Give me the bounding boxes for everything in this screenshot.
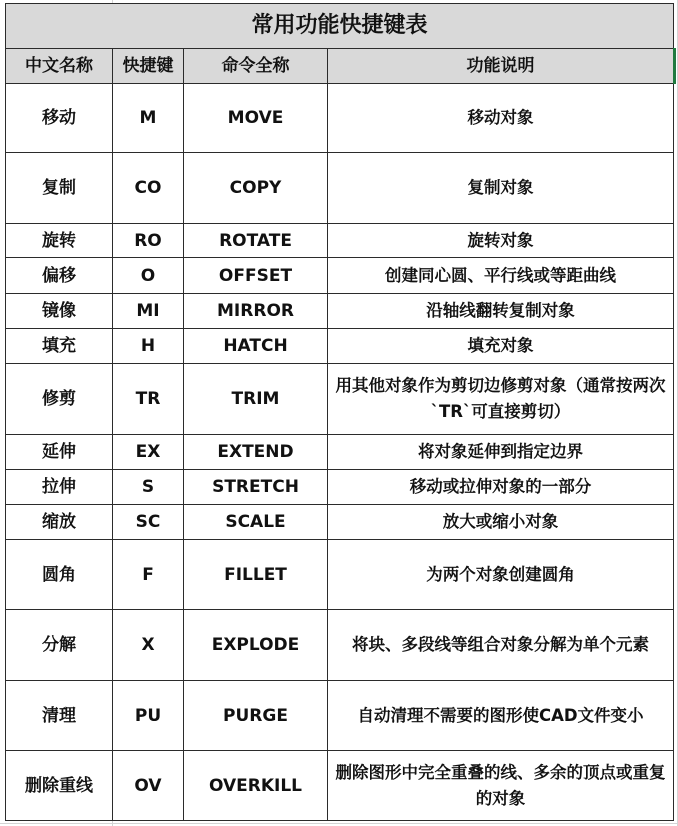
header-cell-command[interactable]: 命令全称 [184,49,328,84]
cell-desc[interactable]: 旋转对象 [328,224,674,258]
cell-key[interactable]: SC [113,505,184,540]
cell-command[interactable]: MIRROR [184,294,328,329]
cell-command[interactable]: ROTATE [184,224,328,258]
cell-key[interactable]: EX [113,435,184,470]
cell-command[interactable]: EXPLODE [184,610,328,681]
cell-name[interactable]: 修剪 [6,364,113,435]
cell-command[interactable]: SCALE [184,505,328,540]
cell-command[interactable]: OVERKILL [184,751,328,821]
cell-key[interactable]: O [113,258,184,294]
table-row [6,610,674,681]
cell-desc[interactable]: 移动对象 [328,84,674,153]
cell-command[interactable]: STRETCH [184,470,328,505]
cell-desc[interactable]: 沿轴线翻转复制对象 [328,294,674,329]
cell-name[interactable]: 圆角 [6,540,113,610]
cell-command[interactable]: OFFSET [184,258,328,294]
cell-key[interactable]: RO [113,224,184,258]
cell-desc[interactable]: 放大或缩小对象 [328,505,674,540]
cell-key[interactable]: M [113,84,184,153]
cell-key[interactable]: CO [113,153,184,224]
cell-desc[interactable]: 用其他对象作为剪切边修剪对象（通常按两次`TR`可直接剪切） [328,364,674,435]
cell-command[interactable]: MOVE [184,84,328,153]
cell-key[interactable]: S [113,470,184,505]
shortcut-table [5,3,674,821]
cell-command[interactable]: HATCH [184,329,328,364]
header-cell-desc[interactable]: 功能说明 [328,49,674,84]
header-cell-key[interactable]: 快捷键 [113,49,184,84]
cell-desc[interactable]: 自动清理不需要的图形使CAD文件变小 [328,681,674,751]
table-row [6,681,674,751]
cell-desc[interactable]: 将对象延伸到指定边界 [328,435,674,470]
cell-desc[interactable]: 创建同心圆、平行线或等距曲线 [328,258,674,294]
cell-name[interactable]: 延伸 [6,435,113,470]
cell-desc[interactable]: 为两个对象创建圆角 [328,540,674,610]
cell-desc[interactable]: 复制对象 [328,153,674,224]
cell-key[interactable]: TR [113,364,184,435]
cell-key[interactable]: X [113,610,184,681]
table-row [6,435,674,470]
cell-name[interactable]: 复制 [6,153,113,224]
table-row [6,329,674,364]
cell-desc[interactable]: 填充对象 [328,329,674,364]
cell-name[interactable]: 缩放 [6,505,113,540]
table-row [6,364,674,435]
cell-desc[interactable]: 移动或拉伸对象的一部分 [328,470,674,505]
cell-name[interactable]: 镜像 [6,294,113,329]
cell-command[interactable]: EXTEND [184,435,328,470]
table-row [6,84,674,153]
cell-name[interactable]: 移动 [6,84,113,153]
cell-command[interactable]: FILLET [184,540,328,610]
header-row [6,49,674,84]
cell-name[interactable]: 拉伸 [6,470,113,505]
cell-name[interactable]: 清理 [6,681,113,751]
header-cell-name[interactable]: 中文名称 [6,49,113,84]
cell-command[interactable]: PURGE [184,681,328,751]
cell-name[interactable]: 删除重线 [6,751,113,821]
table-row [6,153,674,224]
table-title[interactable]: 常用功能快捷键表 [6,4,674,49]
cell-selection-marker [673,48,676,84]
table-row [6,470,674,505]
cell-key[interactable]: PU [113,681,184,751]
cell-desc[interactable]: 删除图形中完全重叠的线、多余的顶点或重复的对象 [328,751,674,821]
title-row [6,4,674,49]
cell-key[interactable]: F [113,540,184,610]
cell-name[interactable]: 填充 [6,329,113,364]
cell-name[interactable]: 偏移 [6,258,113,294]
cell-command[interactable]: COPY [184,153,328,224]
cell-key[interactable]: MI [113,294,184,329]
gridline [0,823,678,824]
cell-command[interactable]: TRIM [184,364,328,435]
cell-name[interactable]: 旋转 [6,224,113,258]
table-row [6,258,674,294]
table-body [6,84,674,821]
table-row [6,224,674,258]
table-row [6,294,674,329]
cell-key[interactable]: H [113,329,184,364]
table-row [6,751,674,821]
cell-name[interactable]: 分解 [6,610,113,681]
cell-desc[interactable]: 将块、多段线等组合对象分解为单个元素 [328,610,674,681]
table-row [6,505,674,540]
cell-key[interactable]: OV [113,751,184,821]
table-row [6,540,674,610]
